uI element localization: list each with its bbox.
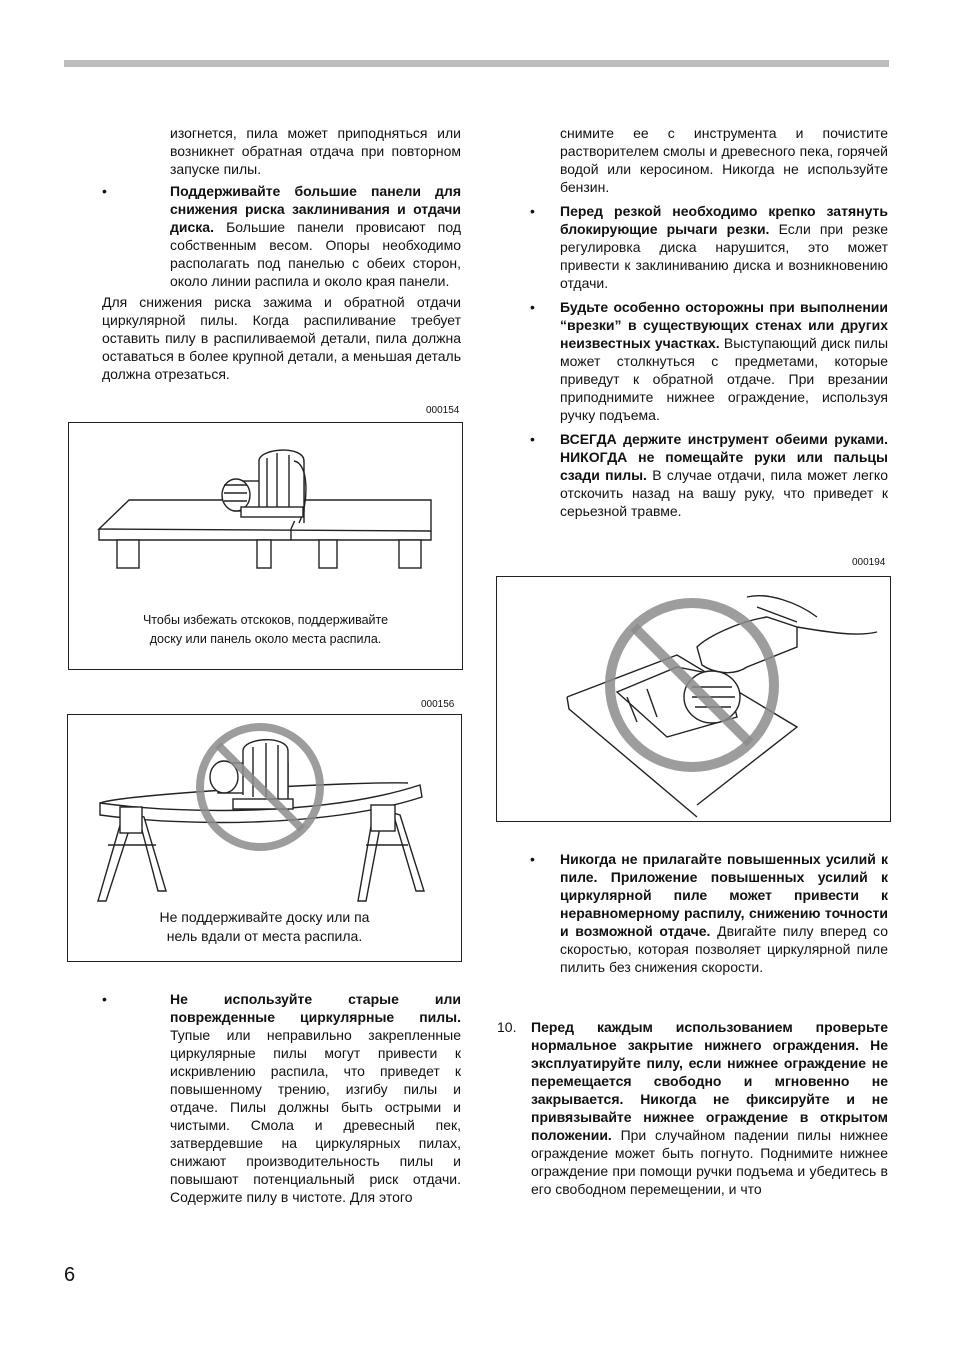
bullet-text: Тупые или неправильно закрепленные циркулярные пилы могут привести к искривлению распила, что приведет к повышенному трению, изгибу пилы и отдаче. Пилы должны быть острыми и чистыми. Смола и древесный пек, затвердевшие на циркулярных пилах, снижают производительность пилы и повышают потенциальный риск отдачи. Содержите пилу в чистоте. Для этого: [170, 1027, 461, 1205]
bullet-mark: •: [530, 431, 535, 447]
bullet-support-panels: [102, 182, 461, 290]
item-text: При случайном падении пилы нижнее ограждение может быть погнуто. Поднимите нижнее ограждение при помощи ручки подъема и убедитесь в его свободном перемещении, и что: [531, 1127, 888, 1197]
item-bold-text: Перед каждым использованием проверьте нормальное закрытие нижнего ограждения. Не эксплуатируйте пилу, если нижнее ограждение не перемещается свободно и мгновенно не закрывается. Никогда не фиксируйте и не привязывайте нижнее ограждение в открытом положении.: [531, 1019, 888, 1143]
item-number: 10.: [497, 1019, 517, 1035]
figure-support-near-cut: [68, 422, 463, 670]
left-continuation-text: изогнется, пила может приподняться или возникнет обратная отдача при повторном запуске пилы.: [170, 125, 461, 177]
bullet-old-blades: [102, 990, 461, 1206]
bullet-bold-text: ВСЕГДА держите инструмент обеими руками. НИКОГДА не помещайте руки или пальцы сзади пилы.: [560, 431, 888, 483]
bullet-mark: •: [530, 299, 535, 315]
figure2-caption-line2: нель вдали от места распила.: [166, 928, 363, 944]
right-continuation-text: снимите ее с инструмента и почистите растворителем смолы и древесного пека, горячей водой или керосином. Никогда не используйте бензин.: [560, 125, 888, 195]
left-column-top: [102, 124, 461, 383]
left-column-bottom: [102, 990, 461, 1209]
figure-code-000156: 000156: [421, 699, 455, 710]
header-bar: [64, 60, 889, 67]
right-column-bottom: [530, 850, 888, 979]
page-number: 6: [64, 1264, 76, 1286]
bullet-text: В случае отдачи, пила может легко отскочить назад на вашу руку, что приведет к серьезной травме.: [560, 467, 888, 519]
saw-on-sagging-panel-prohibited-illustration: [68, 715, 460, 910]
bullet-mark: •: [530, 203, 535, 219]
bullet-mark: •: [530, 851, 535, 867]
bullet-bold-text: Никогда не прилагайте повышенных усилий к пиле. Приложение повышенных усилий к циркулярной пиле может привести к неравномерному распилу, снижению точности и возможной отдаче.: [560, 851, 888, 939]
figure2-caption-line1: Не поддерживайте доску или па: [159, 909, 370, 925]
bullet-lock-levers: [530, 202, 888, 292]
pinch-paragraph: Для снижения риска зажима и обратной отдачи циркулярной пилы. Когда распиливание требует оставить пилу в распиливаемой детали, пила должна оставаться в более крупной детали, а меньшая деталь должна отрезаться.: [102, 294, 461, 382]
right-column-top: [530, 124, 888, 523]
bullet-text: Выступающий диск пилы может столкнуться с предметами, которые приведут к обратной отдаче. При врезании приподнимите нижнее ограждение, используя ручку подъема.: [560, 335, 889, 423]
figure1-caption-line1: Чтобы избежать отскоков, поддерживайте: [142, 613, 389, 627]
bullet-mark: •: [102, 183, 107, 199]
figure-code-000154: 000154: [426, 405, 460, 416]
item-10: [497, 1018, 888, 1198]
bullet-text: Если при резке регулировка диска нарушится, это может привести к заклиниванию диска и возникновению отдачи.: [560, 221, 889, 291]
bullet-text: Большие панели провисают под собственным весом. Опоры необходимо располагать под панелью с обеих сторон, около линии распила и около края панели.: [170, 219, 461, 289]
saw-on-supported-panel-illustration: [69, 423, 461, 603]
bullet-bold-text: Будьте особенно осторожны при выполнении “врезки” в существующих стенах или других неизвестных участках.: [560, 299, 888, 351]
figure-code-000194: 000194: [852, 557, 886, 568]
bullet-text: Двигайте пилу вперед со скоростью, которая позволяет циркулярной пиле пилить без снижения скорости.: [560, 923, 889, 975]
bullet-bold-text: Не используйте старые или поврежденные циркулярные пилы.: [170, 991, 461, 1025]
bullet-plunge-cuts: [530, 298, 888, 424]
bullet-both-hands: [530, 430, 888, 520]
figure1-caption-line2: доску или панель около места распила.: [149, 632, 382, 646]
bullet-bold-text: Поддерживайте большие панели для снижения риска заклинивания и отдачи диска.: [170, 183, 461, 235]
bullet-no-force: [530, 850, 888, 976]
bullet-bold-text: Перед резкой необходимо крепко затянуть блокирующие рычаги резки.: [560, 203, 888, 237]
hand-behind-saw-prohibited-illustration: [497, 577, 889, 820]
bullet-mark: •: [102, 991, 107, 1007]
figure-hands-behind-saw: [496, 576, 891, 822]
figure-do-not-support-far: [67, 714, 462, 962]
